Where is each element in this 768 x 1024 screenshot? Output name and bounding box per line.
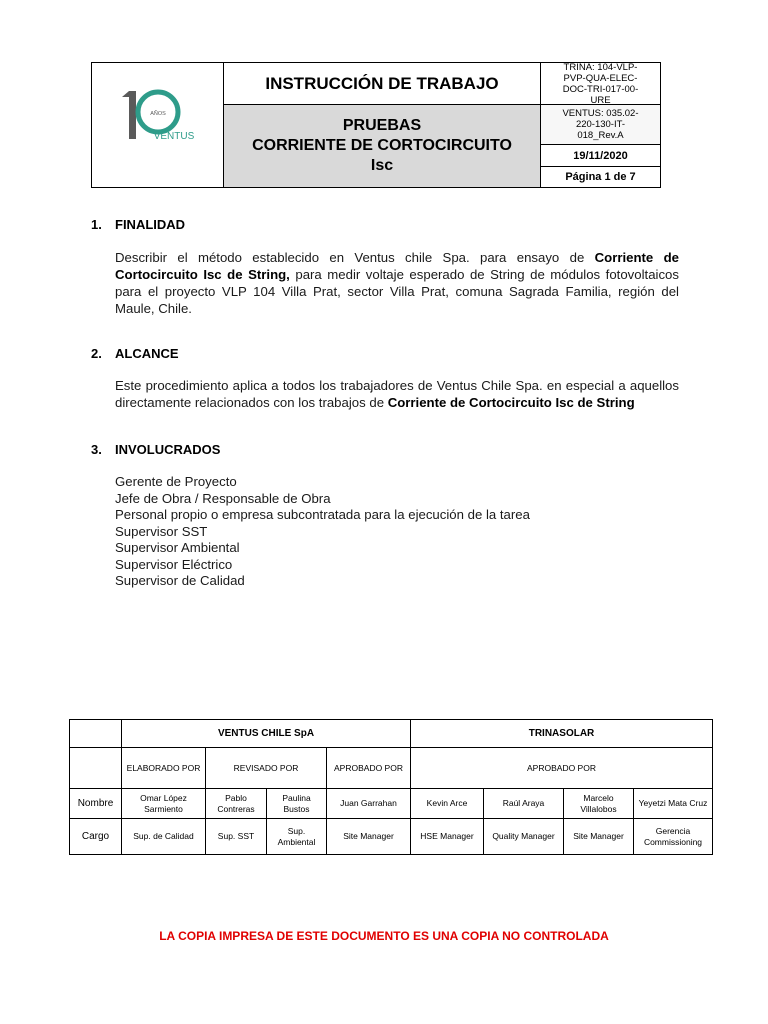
doc-type-title: INSTRUCCIÓN DE TRABAJO [224,63,541,105]
table-cell: Sup. de Calidad [122,819,206,855]
document-header [91,62,661,188]
ventus-10-years-logo [92,63,224,187]
list-item: Personal propio o empresa subcontratada para la ejecución de la tarea [115,507,530,522]
table-cell: Marcelo Villalobos [564,789,634,819]
page-indicator: Página 1 de 7 [565,171,636,183]
table-cell: Paulina Bustos [267,789,327,819]
table-cell: Pablo Contreras [206,789,267,819]
svg-text:AÑOS: AÑOS [150,111,166,117]
doc-title-line-1: PRUEBAS [342,117,422,134]
nombre-label: Nombre [70,789,122,819]
list-item: Gerente de Proyecto [115,474,237,489]
finalidad-paragraph: Describir el método establecido en Ventus chile Spa. para ensayo de Corriente de Cortocircuito Isc de String, para medir voltaje esperado de String de módulos fotovoltaicos para el proyecto VLP 104 Villa Prat, sector Villa Prat, comuna Sagrada Familia, región del Maule, Chile. [115,250,679,316]
trina-header: TRINASOLAR [411,720,713,748]
table-cell: Site Manager [564,819,634,855]
list-item: Supervisor Eléctrico [115,556,233,572]
doc-title-line-3: Isc [370,157,394,174]
trina-code: TRINA: 104-VLP-PVP-QUA-ELEC-DOC-TRI-017-00-URE [541,63,660,105]
section-heading-alcance: 2. ALCANCE [91,346,179,361]
list-item: Supervisor Ambiental [115,540,240,555]
ventus-code: VENTUS: 035.02-220-130-IT-018_Rev.A [541,105,660,145]
list-item: Supervisor de Calidad [115,573,245,588]
table-cell: Sup. SST [206,819,267,855]
doc-date: 19/11/2020 [541,145,660,167]
alcance-paragraph: Este procedimiento aplica a todos los trabajadores de Ventus Chile Spa. en especial a aquellos directamente relacionados con los trabajos de Corriente de Cortocircuito Isc de String [115,378,679,410]
aprobado-ventus-header: APROBADO POR [327,748,411,789]
table-cell: Omar López Sarmiento [122,789,206,819]
table-empty-cell [70,748,122,789]
svg-text:VENTUS: VENTUS [153,131,195,142]
doc-title [224,105,541,187]
table-cell: Kevin Arce [411,789,484,819]
approval-table [69,719,713,855]
list-item: Jefe de Obra / Responsable de Obra [115,490,331,506]
doc-title-line-2: CORRIENTE DE CORTOCIRCUITO [252,137,512,154]
table-cell: Gerencia Commissioning [634,819,713,855]
table-cell: Sup. Ambiental [267,819,327,855]
revisado-header: REVISADO POR [206,748,327,789]
table-cell: Quality Manager [484,819,564,855]
logo-cell [92,63,224,187]
table-cell: Raúl Araya [484,789,564,819]
table-cell: Yeyetzi Mata Cruz [634,789,713,819]
uncontrolled-copy-notice: LA COPIA IMPRESA DE ESTE DOCUMENTO ES UNA COPIA NO CONTROLADA [159,929,609,943]
section-heading-finalidad: 1. FINALIDAD [91,217,186,232]
table-cell: Juan Garrahan [327,789,411,819]
table-cell: HSE Manager [411,819,484,855]
table-cell: Site Manager [327,819,411,855]
involucrados-list [115,474,530,590]
cargo-label: Cargo [70,819,122,855]
elaborado-header: ELABORADO POR [122,748,206,789]
list-item: Supervisor SST [115,523,208,539]
aprobado-trina-header: APROBADO POR [411,748,713,789]
section-heading-involucrados: 3. INVOLUCRADOS [91,442,221,457]
table-corner [70,720,122,748]
ventus-header: VENTUS CHILE SpA [122,720,411,748]
